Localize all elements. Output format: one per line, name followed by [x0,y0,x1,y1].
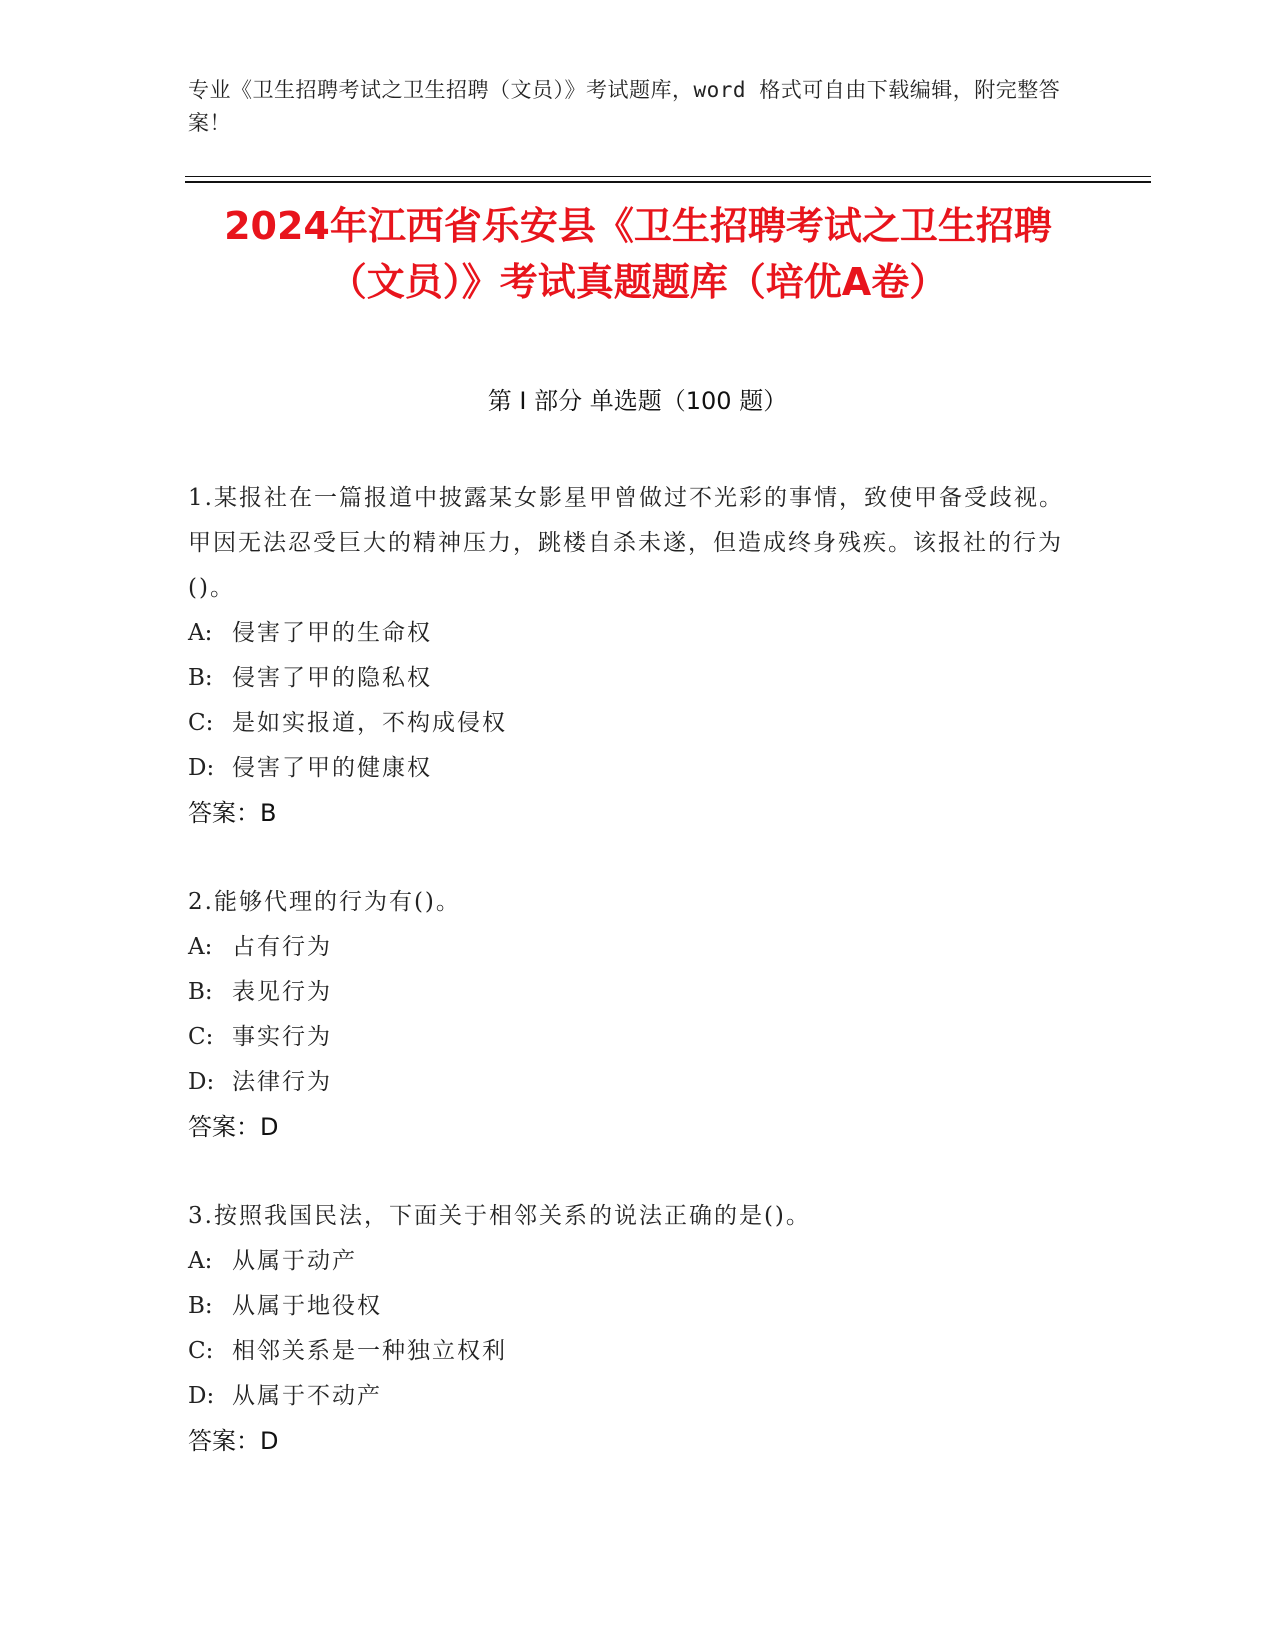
option-key: B: [188,1293,213,1319]
option-key: D: [188,1069,215,1095]
option-key: C: [188,710,214,736]
section-title: 第 I 部分 单选题（100 题） [487,387,788,415]
option-text: 从属于不动产 [232,1383,382,1409]
option-d [188,1060,1068,1105]
option-c [188,1329,1068,1374]
answer: 答案：B [188,799,277,827]
option-b [188,1284,1068,1329]
question-spacer [188,836,1068,880]
question-stem: 3.按照我国民法，下面关于相邻关系的说法正确的是()。 [188,1203,811,1229]
option-c [188,1015,1068,1060]
question-list [188,476,1068,1464]
option-text: 侵害了甲的隐私权 [232,665,432,691]
question-3 [188,1194,1068,1464]
option-key: A: [188,934,213,960]
option-text: 从属于地役权 [232,1293,382,1319]
option-key: A: [188,1248,213,1274]
question-spacer [188,1150,1068,1194]
option-text: 相邻关系是一种独立权利 [232,1338,507,1364]
answer: 答案：D [188,1427,279,1455]
option-a [188,925,1068,970]
option-b [188,970,1068,1015]
option-b [188,656,1068,701]
option-text: 侵害了甲的生命权 [232,620,432,646]
header-note: 专业《卫生招聘考试之卫生招聘（文员）》考试题库，word 格式可自由下载编辑，附完整答案！ [188,78,1061,135]
option-d [188,1374,1068,1419]
option-d [188,746,1068,791]
option-key: B: [188,979,213,1005]
option-text: 是如实报道，不构成侵权 [232,710,507,736]
option-key: D: [188,1383,215,1409]
question-stem: 1.某报社在一篇报道中披露某女影星甲曾做过不光彩的事情，致使甲备受歧视。甲因无法忍受巨大的精神压力，跳楼自杀未遂，但造成终身残疾。该报社的行为()。 [188,485,1064,601]
option-text: 事实行为 [232,1024,332,1050]
option-c [188,701,1068,746]
option-text: 表见行为 [232,979,332,1005]
option-text: 占有行为 [232,934,332,960]
option-key: D: [188,755,215,781]
option-a [188,611,1068,656]
option-key: C: [188,1338,214,1364]
option-key: C: [188,1024,214,1050]
answer: 答案：D [188,1113,279,1141]
option-text: 从属于动产 [232,1248,357,1274]
option-key: A: [188,620,213,646]
option-key: B: [188,665,213,691]
question-1 [188,476,1068,836]
question-stem: 2.能够代理的行为有()。 [188,889,461,915]
header-divider-thick [185,181,1151,183]
question-2 [188,880,1068,1150]
header-divider-thin [185,176,1151,177]
option-a [188,1239,1068,1284]
option-text: 侵害了甲的健康权 [232,755,432,781]
document-title: 2024年江西省乐安县《卫生招聘考试之卫生招聘（文员）》考试真题题库（培优A卷） [224,204,1052,304]
option-text: 法律行为 [232,1069,332,1095]
